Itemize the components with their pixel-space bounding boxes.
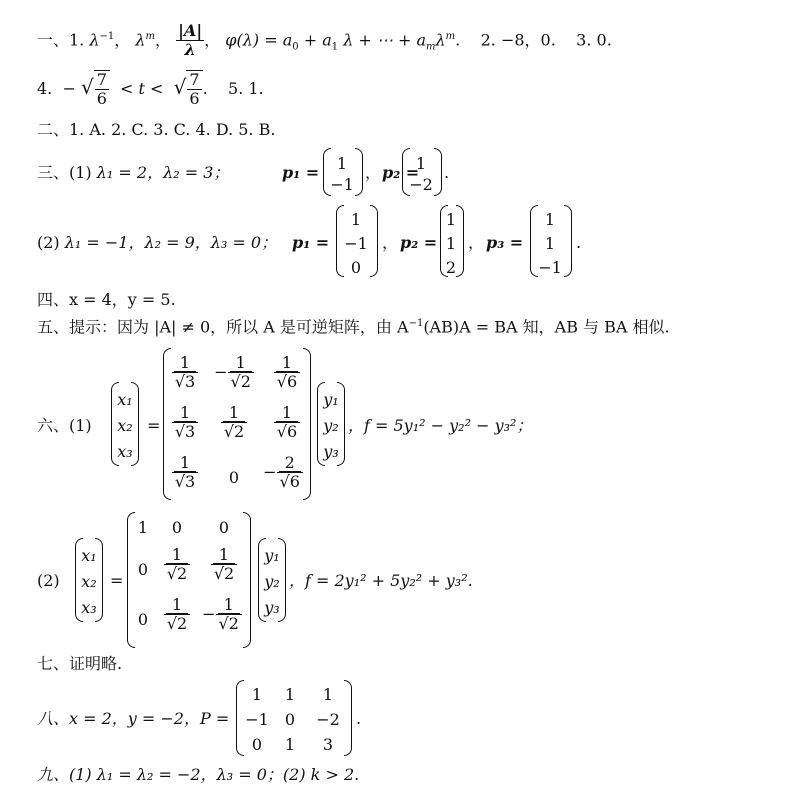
p2-label: p₂ = [382,163,420,182]
p1-label: p₁ = [282,163,320,182]
answer-1: 一、1. $\lambda^{-1}$， $\lambda^m$， $\frac{|A|}{\lambda}$ ， $\varphi(\lambda) = a_0 + a_1$ λ + ⋯ + $a_m\lambda^m$. 2. −8，0. 3. 0. [37,21,612,60]
quadratic-form-1: ，f = 5y₁² − y₂² − y₃²； [348,416,533,435]
comma: ， [365,163,382,182]
comma-3: ， [468,233,485,252]
vector-x-2: x₁ x₂ x₃ [75,538,103,622]
answer-6-1-label: 六、(1) [37,416,92,435]
answer-2: 二、1. A. 2. C. 3. C. 4. D. 5. B. [37,120,276,139]
vector-p1: 1 −1 [323,148,363,196]
vector-p2-2: 1 1 2 [440,205,464,277]
answer-3-2: (2) λ₁ = −1，λ₂ = 9，λ₃ = 0； [37,233,278,252]
answer-9: 九、(1) λ₁ = λ₂ = −2，λ₃ = 0；(2) k > 2. [37,765,360,784]
equals: = [147,416,161,435]
det-over-lambda: $\frac{|A|}{\lambda}$ [178,21,203,60]
answer-5: 五、提示：因为 |A| ≠ 0，所以 A 是可逆矩阵，由 $A^{-1}(AB)A$ = BA 知，AB 与 BA 相似. [37,317,670,337]
vector-p3-2: 1 1 −1 [530,205,572,277]
matrix-q2: 1 0 0 0 $\frac{1}{√2}$ $\frac{1}{√2}$ 0 $\frac{1}{√2}$ − $\frac{1}{√2}$ [127,512,251,648]
answer-4: 四、x = 4，y = 5. [37,290,176,309]
equals-2: = [110,571,124,590]
matrix-p: 1 1 1 −1 0 −2 0 1 3 [236,680,352,756]
comma-2: ， [382,233,399,252]
vector-y-2: y₁ y₂ y₃ [258,538,286,622]
answer-7: 七、证明略. [37,654,123,673]
matrix-q1: $\frac{1}{√3}$ − $\frac{1}{√2}$ $\frac{1}{√6}$ $\frac{1}{√3}$ $\frac{1}{√2}$ $\frac{1}{√6}$ $\frac{1}{√3}$ 0 − $\frac{2}{√6}$ [163,348,311,500]
vector-p2: 1 −2 [402,148,442,196]
quadratic-form-2: ，f = 2y₁² + 5y₂² + y₃². [289,571,473,590]
p1-label-2: p₁ = [292,233,330,252]
period: . [444,163,450,182]
period-8: . [356,709,362,728]
answer-8-label: 八、x = 2，y = −2，P = [37,709,230,728]
answer-1-4: 4. − √ $\frac{7}{6}$ < t < √ $\frac{7}{6}$ . 5. 1. [37,70,264,109]
answer-6-2-label: (2) [37,571,60,590]
vector-p1-2: 1 −1 0 [336,205,378,277]
answer-3-1: 三、(1) λ₁ = 2，λ₂ = 3； [37,163,230,182]
p3-label-2: p₃ = [486,233,524,252]
period-2: . [576,233,582,252]
p2-label-2: p₂ = [400,233,438,252]
vector-x: x₁ x₂ x₃ [111,382,139,466]
vector-y: y₁ y₂ y₃ [317,382,345,466]
